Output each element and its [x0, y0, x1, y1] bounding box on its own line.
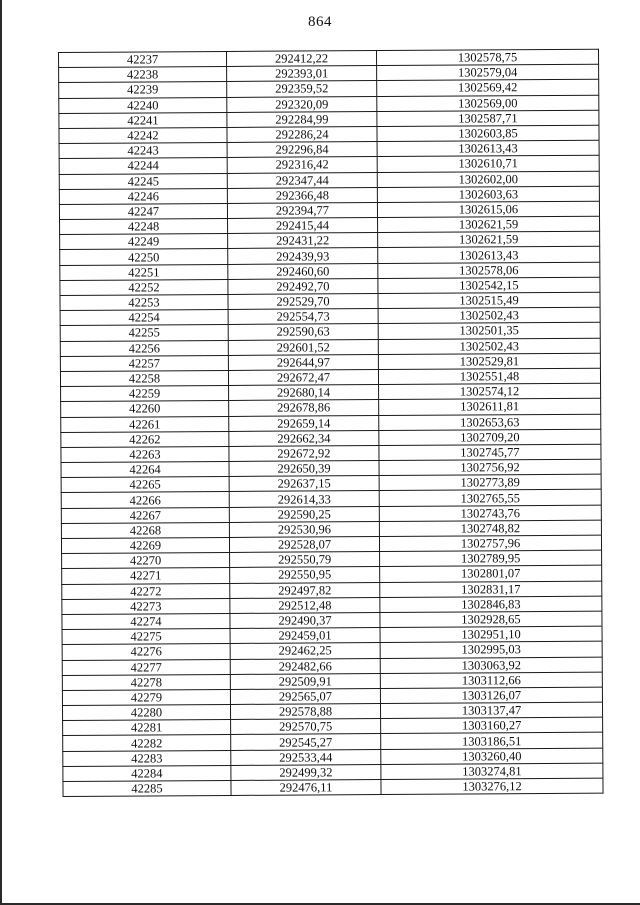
y-coordinate-cell: 1302756,92 — [379, 459, 601, 476]
x-coordinate-cell: 292359,52 — [227, 81, 377, 97]
x-coordinate-cell: 292296,84 — [227, 142, 377, 158]
x-coordinate-cell: 292529,70 — [228, 294, 378, 310]
y-coordinate-cell: 1302578,75 — [376, 49, 598, 66]
y-coordinate-cell: 1302653,63 — [379, 414, 601, 431]
x-coordinate-cell: 292680,14 — [229, 385, 379, 401]
point-number-cell: 42239 — [59, 82, 227, 98]
x-coordinate-cell: 292499,32 — [231, 764, 381, 780]
x-coordinate-cell: 292545,27 — [231, 734, 381, 750]
point-number-cell: 42273 — [62, 598, 230, 614]
x-coordinate-cell: 292431,22 — [228, 233, 378, 249]
point-number-cell: 42279 — [62, 689, 230, 705]
y-coordinate-cell: 1302579,04 — [377, 64, 599, 81]
point-number-cell: 42285 — [63, 780, 231, 796]
point-number-cell: 42275 — [62, 629, 230, 645]
point-number-cell: 42242 — [59, 127, 227, 143]
y-coordinate-cell: 1302748,82 — [379, 520, 601, 537]
y-coordinate-cell: 1302603,85 — [377, 125, 599, 142]
point-number-cell: 42283 — [63, 750, 231, 766]
point-number-cell: 42250 — [60, 249, 228, 265]
point-number-cell: 42260 — [61, 401, 229, 417]
point-number-cell: 42241 — [59, 112, 227, 128]
x-coordinate-cell: 292512,48 — [230, 597, 380, 613]
y-coordinate-cell: 1302613,43 — [377, 140, 599, 157]
x-coordinate-cell: 292462,25 — [230, 643, 380, 659]
x-coordinate-cell: 292347,44 — [227, 172, 377, 188]
point-number-cell: 42253 — [60, 294, 228, 310]
x-coordinate-cell: 292533,44 — [231, 749, 381, 765]
point-number-cell: 42254 — [60, 310, 228, 326]
x-coordinate-cell: 292678,86 — [229, 400, 379, 416]
y-coordinate-cell: 1302569,00 — [377, 95, 599, 112]
point-number-cell: 42257 — [60, 355, 228, 371]
y-coordinate-cell: 1302846,83 — [380, 596, 602, 613]
point-number-cell: 42263 — [61, 446, 229, 462]
point-number-cell: 42246 — [59, 188, 227, 204]
x-coordinate-cell: 292476,11 — [231, 780, 381, 796]
point-number-cell: 42271 — [62, 568, 230, 584]
x-coordinate-cell: 292550,95 — [230, 567, 380, 583]
y-coordinate-cell: 1302613,43 — [378, 247, 600, 264]
x-coordinate-cell: 292554,73 — [228, 309, 378, 325]
x-coordinate-cell: 292565,07 — [230, 688, 380, 704]
y-coordinate-cell: 1302615,06 — [377, 201, 599, 218]
page-number: 864 — [308, 14, 332, 30]
y-coordinate-cell: 1303112,66 — [380, 672, 602, 689]
coordinate-table — [58, 49, 604, 797]
x-coordinate-cell: 292492,70 — [228, 278, 378, 294]
y-coordinate-cell: 1302578,06 — [378, 262, 600, 279]
point-number-cell: 42277 — [62, 659, 230, 675]
y-coordinate-cell: 1302831,17 — [380, 581, 602, 598]
y-coordinate-cell: 1302587,71 — [377, 110, 599, 127]
x-coordinate-cell: 292601,52 — [228, 339, 378, 355]
y-coordinate-cell: 1302743,76 — [379, 505, 601, 522]
y-coordinate-cell: 1302621,59 — [378, 231, 600, 248]
point-number-cell: 42245 — [59, 173, 227, 189]
coordinate-table-container — [58, 49, 603, 797]
y-coordinate-cell: 1303276,12 — [381, 778, 603, 795]
point-number-cell: 42255 — [60, 325, 228, 341]
point-number-cell: 42264 — [61, 462, 229, 478]
point-number-cell: 42247 — [59, 203, 227, 219]
y-coordinate-cell: 1303260,40 — [381, 748, 603, 765]
point-number-cell: 42270 — [62, 553, 230, 569]
x-coordinate-cell: 292644,97 — [228, 354, 378, 370]
y-coordinate-cell: 1302789,95 — [380, 550, 602, 567]
x-coordinate-cell: 292394,77 — [227, 202, 377, 218]
x-coordinate-cell: 292320,09 — [227, 96, 377, 112]
x-coordinate-cell: 292482,66 — [230, 658, 380, 674]
point-number-cell: 42266 — [61, 492, 229, 508]
point-number-cell: 42278 — [62, 674, 230, 690]
x-coordinate-cell: 292570,75 — [231, 719, 381, 735]
y-coordinate-cell: 1302574,12 — [379, 383, 601, 400]
point-number-cell: 42249 — [60, 234, 228, 250]
point-number-cell: 42276 — [62, 644, 230, 660]
point-number-cell: 42261 — [61, 416, 229, 432]
point-number-cell: 42281 — [63, 720, 231, 736]
point-number-cell: 42258 — [60, 370, 228, 386]
y-coordinate-cell: 1302542,15 — [378, 277, 600, 294]
x-coordinate-cell: 292393,01 — [227, 66, 377, 82]
y-coordinate-cell: 1302928,65 — [380, 611, 602, 628]
x-coordinate-cell: 292366,48 — [227, 187, 377, 203]
y-coordinate-cell: 1302773,89 — [379, 474, 601, 491]
point-number-cell: 42269 — [61, 537, 229, 553]
x-coordinate-cell: 292316,42 — [227, 157, 377, 173]
point-number-cell: 42244 — [59, 158, 227, 174]
y-coordinate-cell: 1303160,27 — [381, 717, 603, 734]
x-coordinate-cell: 292650,39 — [229, 461, 379, 477]
x-coordinate-cell: 292490,37 — [230, 612, 380, 628]
y-coordinate-cell: 1302745,77 — [379, 444, 601, 461]
y-coordinate-cell: 1302995,03 — [380, 641, 602, 658]
y-coordinate-cell: 1302551,48 — [378, 368, 600, 385]
point-number-cell: 42248 — [60, 219, 228, 235]
x-coordinate-cell: 292497,82 — [230, 582, 380, 598]
x-coordinate-cell: 292286,24 — [227, 126, 377, 142]
x-coordinate-cell: 292412,22 — [226, 51, 376, 67]
y-coordinate-cell: 1302603,63 — [377, 186, 599, 203]
point-number-cell: 42268 — [61, 522, 229, 538]
point-number-cell: 42243 — [59, 143, 227, 159]
x-coordinate-cell: 292578,88 — [230, 704, 380, 720]
x-coordinate-cell: 292590,25 — [229, 506, 379, 522]
x-coordinate-cell: 292415,44 — [228, 218, 378, 234]
y-coordinate-cell: 1302801,07 — [380, 566, 602, 583]
x-coordinate-cell: 292439,93 — [228, 248, 378, 264]
y-coordinate-cell: 1303063,92 — [380, 657, 602, 674]
point-number-cell: 42256 — [60, 340, 228, 356]
x-coordinate-cell: 292460,60 — [228, 263, 378, 279]
x-coordinate-cell: 292590,63 — [228, 324, 378, 340]
y-coordinate-cell: 1302529,81 — [378, 353, 600, 370]
y-coordinate-cell: 1302501,35 — [378, 323, 600, 340]
x-coordinate-cell: 292530,96 — [229, 521, 379, 537]
point-number-cell: 42267 — [61, 507, 229, 523]
y-coordinate-cell: 1302709,20 — [379, 429, 601, 446]
point-number-cell: 42282 — [63, 735, 231, 751]
y-coordinate-cell: 1303126,07 — [380, 687, 602, 704]
point-number-cell: 42284 — [63, 765, 231, 781]
x-coordinate-cell: 292509,91 — [230, 673, 380, 689]
x-coordinate-cell: 292614,33 — [229, 491, 379, 507]
y-coordinate-cell: 1303186,51 — [381, 733, 603, 750]
x-coordinate-cell: 292637,15 — [229, 476, 379, 492]
y-coordinate-cell: 1302502,43 — [378, 338, 600, 355]
x-coordinate-cell: 292550,79 — [230, 552, 380, 568]
coordinate-table-body — [59, 49, 604, 796]
x-coordinate-cell: 292662,34 — [229, 430, 379, 446]
y-coordinate-cell: 1302611,81 — [379, 399, 601, 416]
point-number-cell: 42272 — [62, 583, 230, 599]
scan-edge-left — [0, 0, 2, 905]
y-coordinate-cell: 1303274,81 — [381, 763, 603, 780]
point-number-cell: 42240 — [59, 97, 227, 113]
point-number-cell: 42262 — [61, 431, 229, 447]
y-coordinate-cell: 1302765,55 — [379, 490, 601, 507]
y-coordinate-cell: 1302602,00 — [377, 171, 599, 188]
x-coordinate-cell: 292672,92 — [229, 445, 379, 461]
y-coordinate-cell: 1302569,42 — [377, 80, 599, 97]
y-coordinate-cell: 1302502,43 — [378, 307, 600, 324]
point-number-cell: 42259 — [61, 386, 229, 402]
table-row — [63, 778, 603, 796]
point-number-cell: 42238 — [59, 67, 227, 83]
point-number-cell: 42252 — [60, 279, 228, 295]
point-number-cell: 42280 — [62, 705, 230, 721]
x-coordinate-cell: 292659,14 — [229, 415, 379, 431]
y-coordinate-cell: 1302951,10 — [380, 626, 602, 643]
y-coordinate-cell: 1302757,96 — [379, 535, 601, 552]
y-coordinate-cell: 1302515,49 — [378, 292, 600, 309]
point-number-cell: 42265 — [61, 477, 229, 493]
y-coordinate-cell: 1303137,47 — [380, 702, 602, 719]
x-coordinate-cell: 292528,07 — [229, 537, 379, 553]
y-coordinate-cell: 1302621,59 — [378, 216, 600, 233]
point-number-cell: 42251 — [60, 264, 228, 280]
x-coordinate-cell: 292284,99 — [227, 111, 377, 127]
x-coordinate-cell: 292672,47 — [228, 369, 378, 385]
point-number-cell: 42274 — [62, 613, 230, 629]
x-coordinate-cell: 292459,01 — [230, 628, 380, 644]
y-coordinate-cell: 1302610,71 — [377, 156, 599, 173]
point-number-cell: 42237 — [59, 51, 227, 67]
